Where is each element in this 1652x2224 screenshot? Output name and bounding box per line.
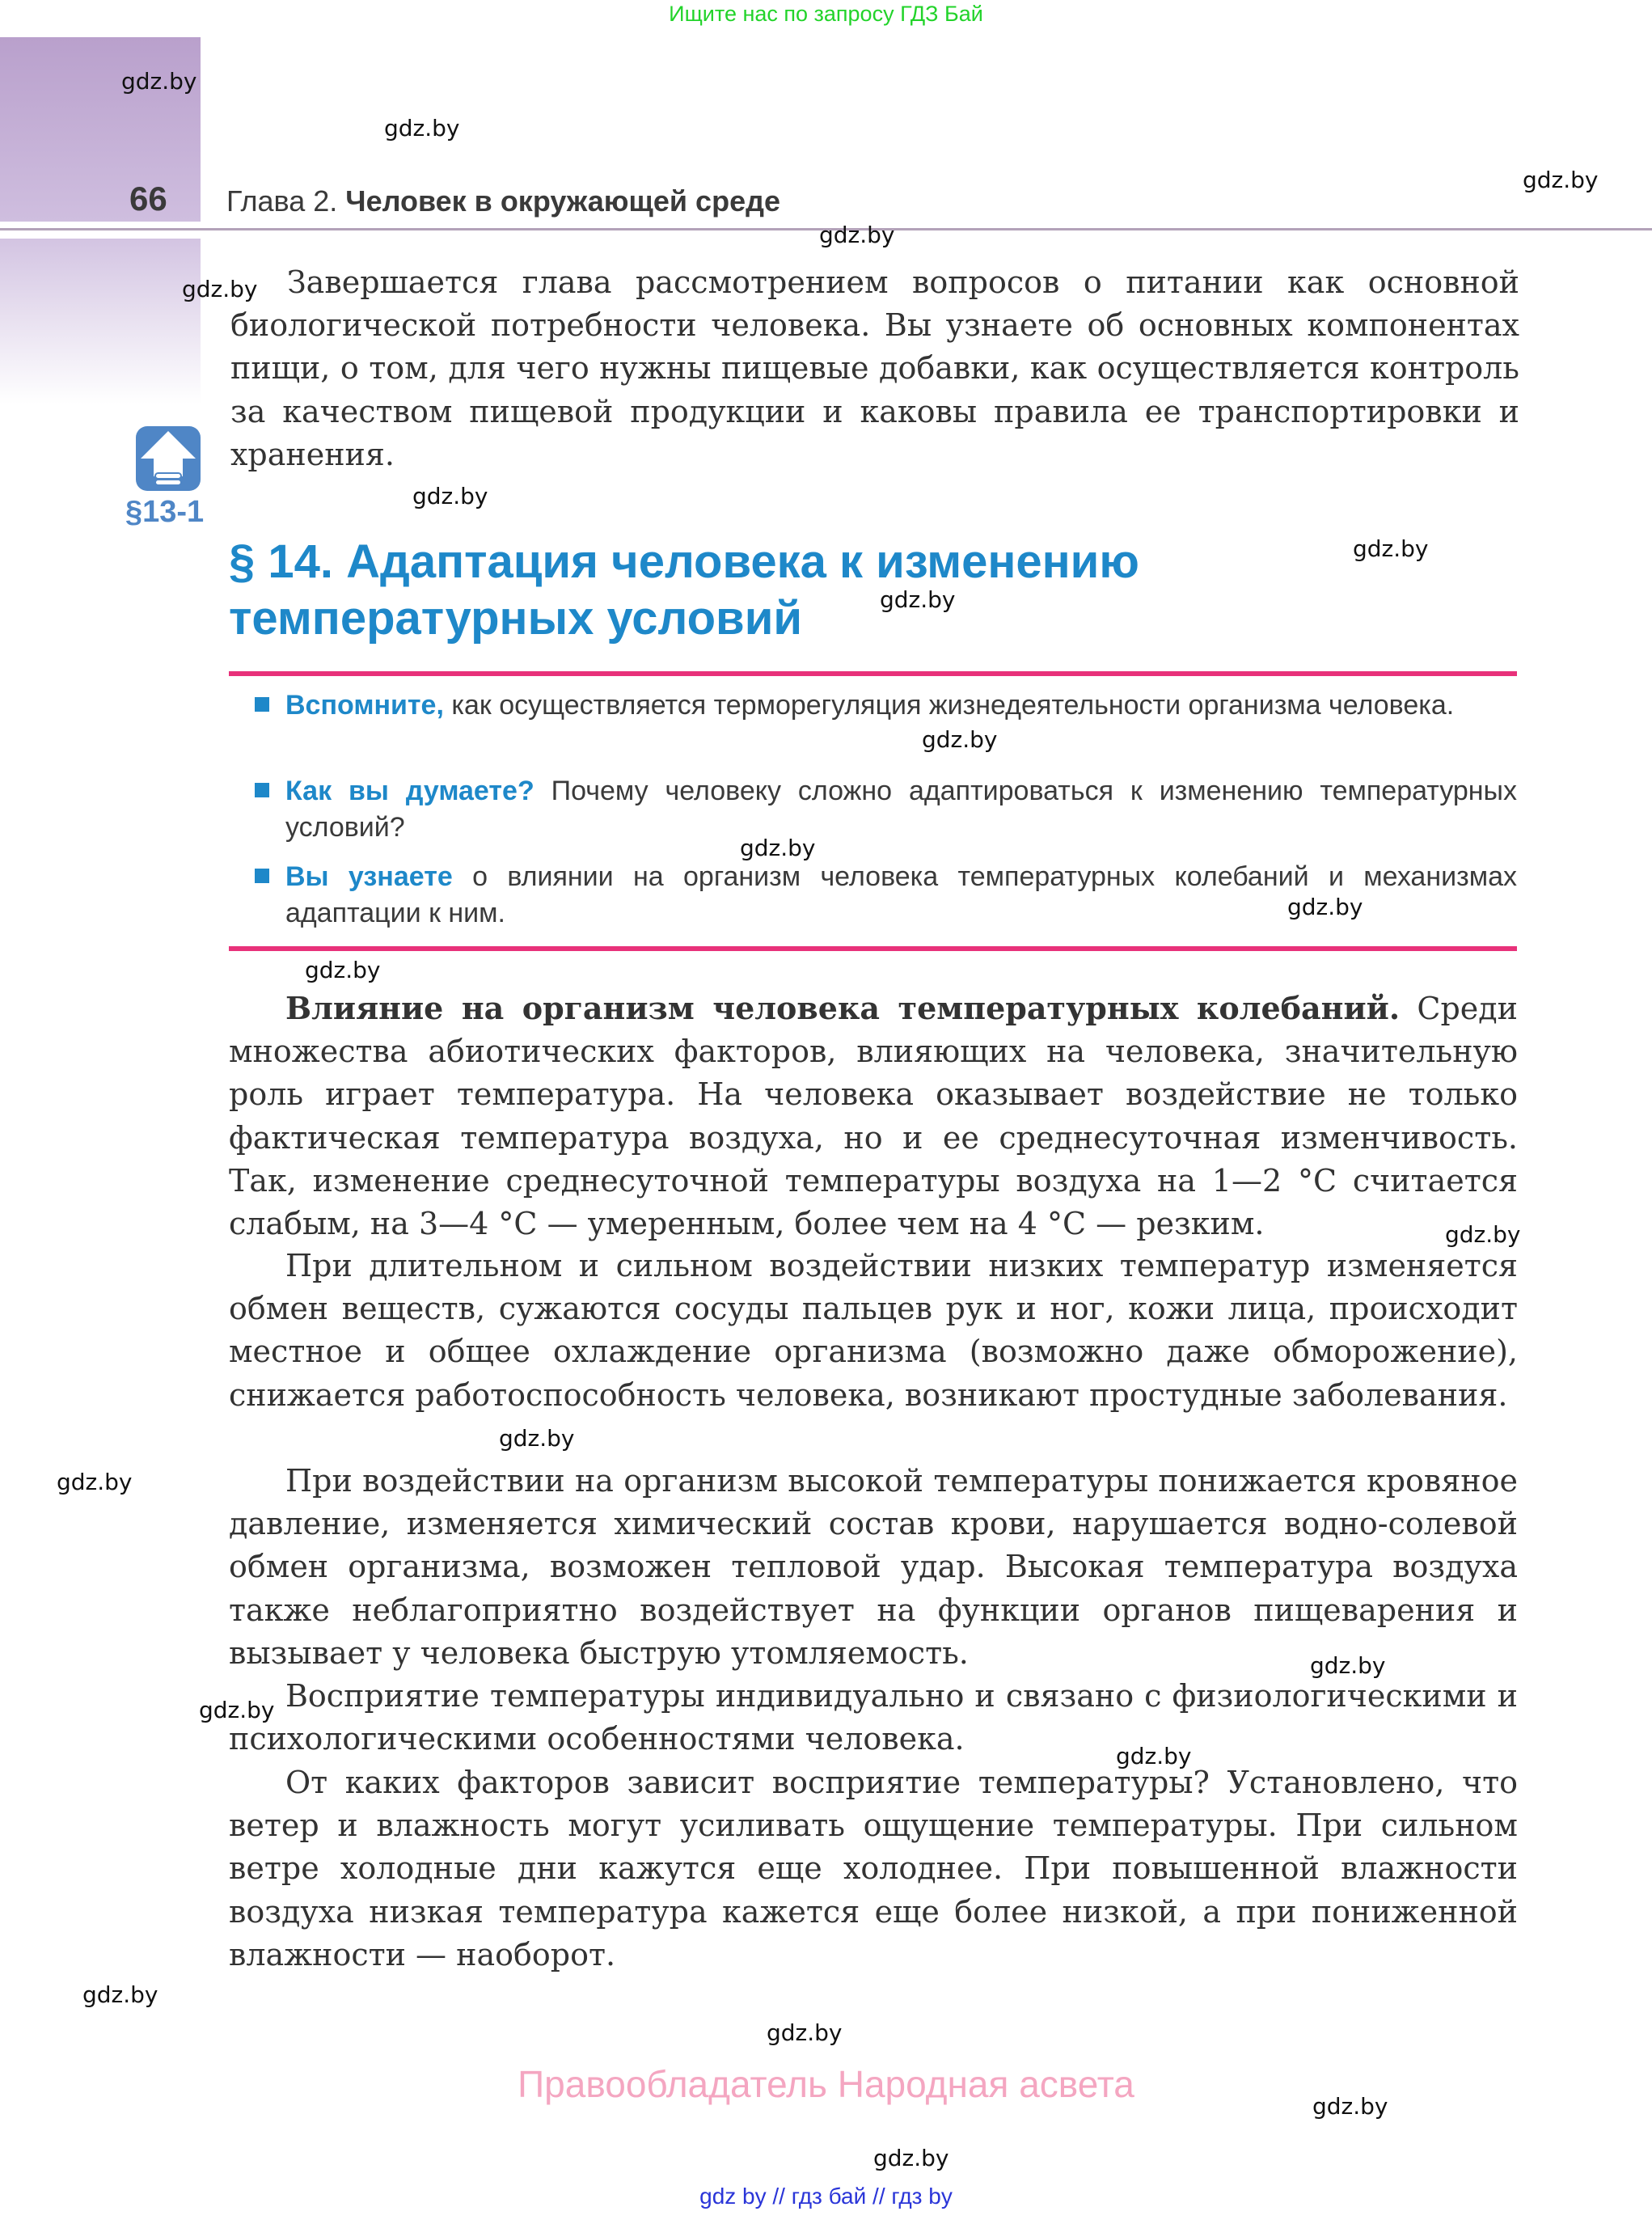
objective-lead: Как вы думаете? [285, 776, 534, 806]
watermark: gdz.by [1312, 2093, 1388, 2120]
watermark: gdz.by [767, 2019, 843, 2046]
watermark: gdz.by [57, 1469, 133, 1495]
copyright-notice: Правообладатель Народная асвета [518, 2063, 1134, 2105]
watermark: gdz.by [922, 726, 998, 753]
page-number: 66 [129, 180, 167, 218]
intro-paragraph: Завершается глава рассмотрением вопросов о питании как основной биологической потребности человека. Вы узнаете об основных компонентах пищи, о том, для чего нужны пищевые добавки, как осуществляется контроль за качеством пищевой продукции и каковы правила ее транспортировки и хранения. [230, 264, 1519, 472]
objectives-bottom-rule [229, 946, 1517, 951]
watermark: gdz.by [1116, 1743, 1192, 1769]
watermark: gdz.by [1287, 894, 1363, 920]
search-banner: Ищите нас по запросу ГДЗ Бай [669, 2, 983, 26]
sidebar-tab [0, 37, 201, 222]
footer-links[interactable]: gdz by // гдз бай // гдз by [699, 2184, 953, 2209]
watermark: gdz.by [1523, 167, 1599, 193]
watermark: gdz.by [305, 957, 381, 983]
watermark: gdz.by [873, 2145, 949, 2171]
reference-link[interactable]: §13-1 [125, 495, 205, 529]
objective-text: как осуществляется терморегуляция жизнедеятельности организма человека. [443, 690, 1455, 721]
chapter-prefix: Глава 2. [226, 184, 346, 218]
objective-lead: Вспомните, [285, 690, 444, 721]
chapter-title: Человек в окружающей среде [345, 184, 780, 218]
watermark: gdz.by [499, 1425, 575, 1452]
sidebar-gradient [0, 239, 201, 404]
watermark: gdz.by [412, 483, 488, 509]
body-paragraph-4: Восприятие температуры индивидуально и связано с физиологическими и психологическими особенностями человека. [229, 1678, 1518, 1757]
watermark: gdz.by [740, 835, 816, 861]
up-arrow-icon[interactable] [136, 426, 201, 491]
section-title [229, 534, 1139, 647]
paragraph-text: Среди множества абиотических факторов, влияющих на человека, значительную роль играет температура. На человека оказывает воздействие не только фактическая температура воздуха, но и ее среднесуточная изменчивость. Так, изменение среднесуточной температуры воздуха на 1—2 °C считается слабым, на 3—4 °C — умеренным, более чем на 4 °C — резким. [229, 991, 1518, 1242]
bullet-icon [255, 697, 269, 712]
watermark: gdz.by [82, 1981, 158, 2008]
body-paragraph-1 [229, 987, 1518, 1245]
bullet-icon [255, 869, 269, 883]
watermark: gdz.by [1445, 1221, 1521, 1248]
objective-text: Почему человеку сложно адаптироваться к изменению температурных условий? [285, 776, 1517, 843]
section-title-line2: температурных условий [229, 592, 803, 645]
watermark: gdz.by [182, 276, 258, 302]
objective-item [285, 773, 1517, 846]
objective-lead: Вы узнаете [285, 861, 453, 892]
objective-item [285, 687, 1517, 724]
chapter-heading [226, 184, 780, 218]
body-paragraph-2: При длительном и сильном воздействии низких температур изменяется обмен веществ, сужаются сосуды пальцев рук и ног, кожи лица, происходит местное и общее охлаждение организма (возможно даже обморожение), снижается работоспособность человека, возникают простудные заболевания. [229, 1248, 1518, 1413]
watermark: gdz.by [819, 222, 895, 248]
watermark: gdz.by [1353, 535, 1429, 562]
paragraph-heading: Влияние на организм человека температурных колебаний. [285, 990, 1401, 1026]
watermark: gdz.by [384, 115, 460, 142]
watermark: gdz.by [880, 586, 956, 613]
watermark: gdz.by [1310, 1652, 1386, 1679]
objective-text: о влиянии на организм человека температурных колебаний и механизмах адаптации к ним. [285, 861, 1517, 928]
watermark: gdz.by [199, 1697, 275, 1723]
objectives-top-rule [229, 671, 1517, 676]
body-paragraph-3: При воздействии на организм высокой температуры понижается кровяное давление, изменяется химический состав крови, нарушается водно-солевой обмен организма, возможен тепловой удар. Высокая температура воздуха также неблагоприятно воздействует на функции органов пищеварения и вызывает у человека быструю утомляемость. [229, 1463, 1518, 1671]
section-title-line1: § 14. Адаптация человека к изменению [229, 535, 1139, 588]
body-paragraph-5: От каких факторов зависит восприятие температуры? Установлено, что ветер и влажность могут усиливать ощущение температуры. При сильном ветре холодные дни кажутся еще холоднее. При повышенной влажности воздуха низкая температура кажется еще более низкой, а при пониженной влажности — наоборот. [229, 1765, 1518, 1972]
bullet-icon [255, 783, 269, 797]
watermark: gdz.by [121, 68, 197, 95]
